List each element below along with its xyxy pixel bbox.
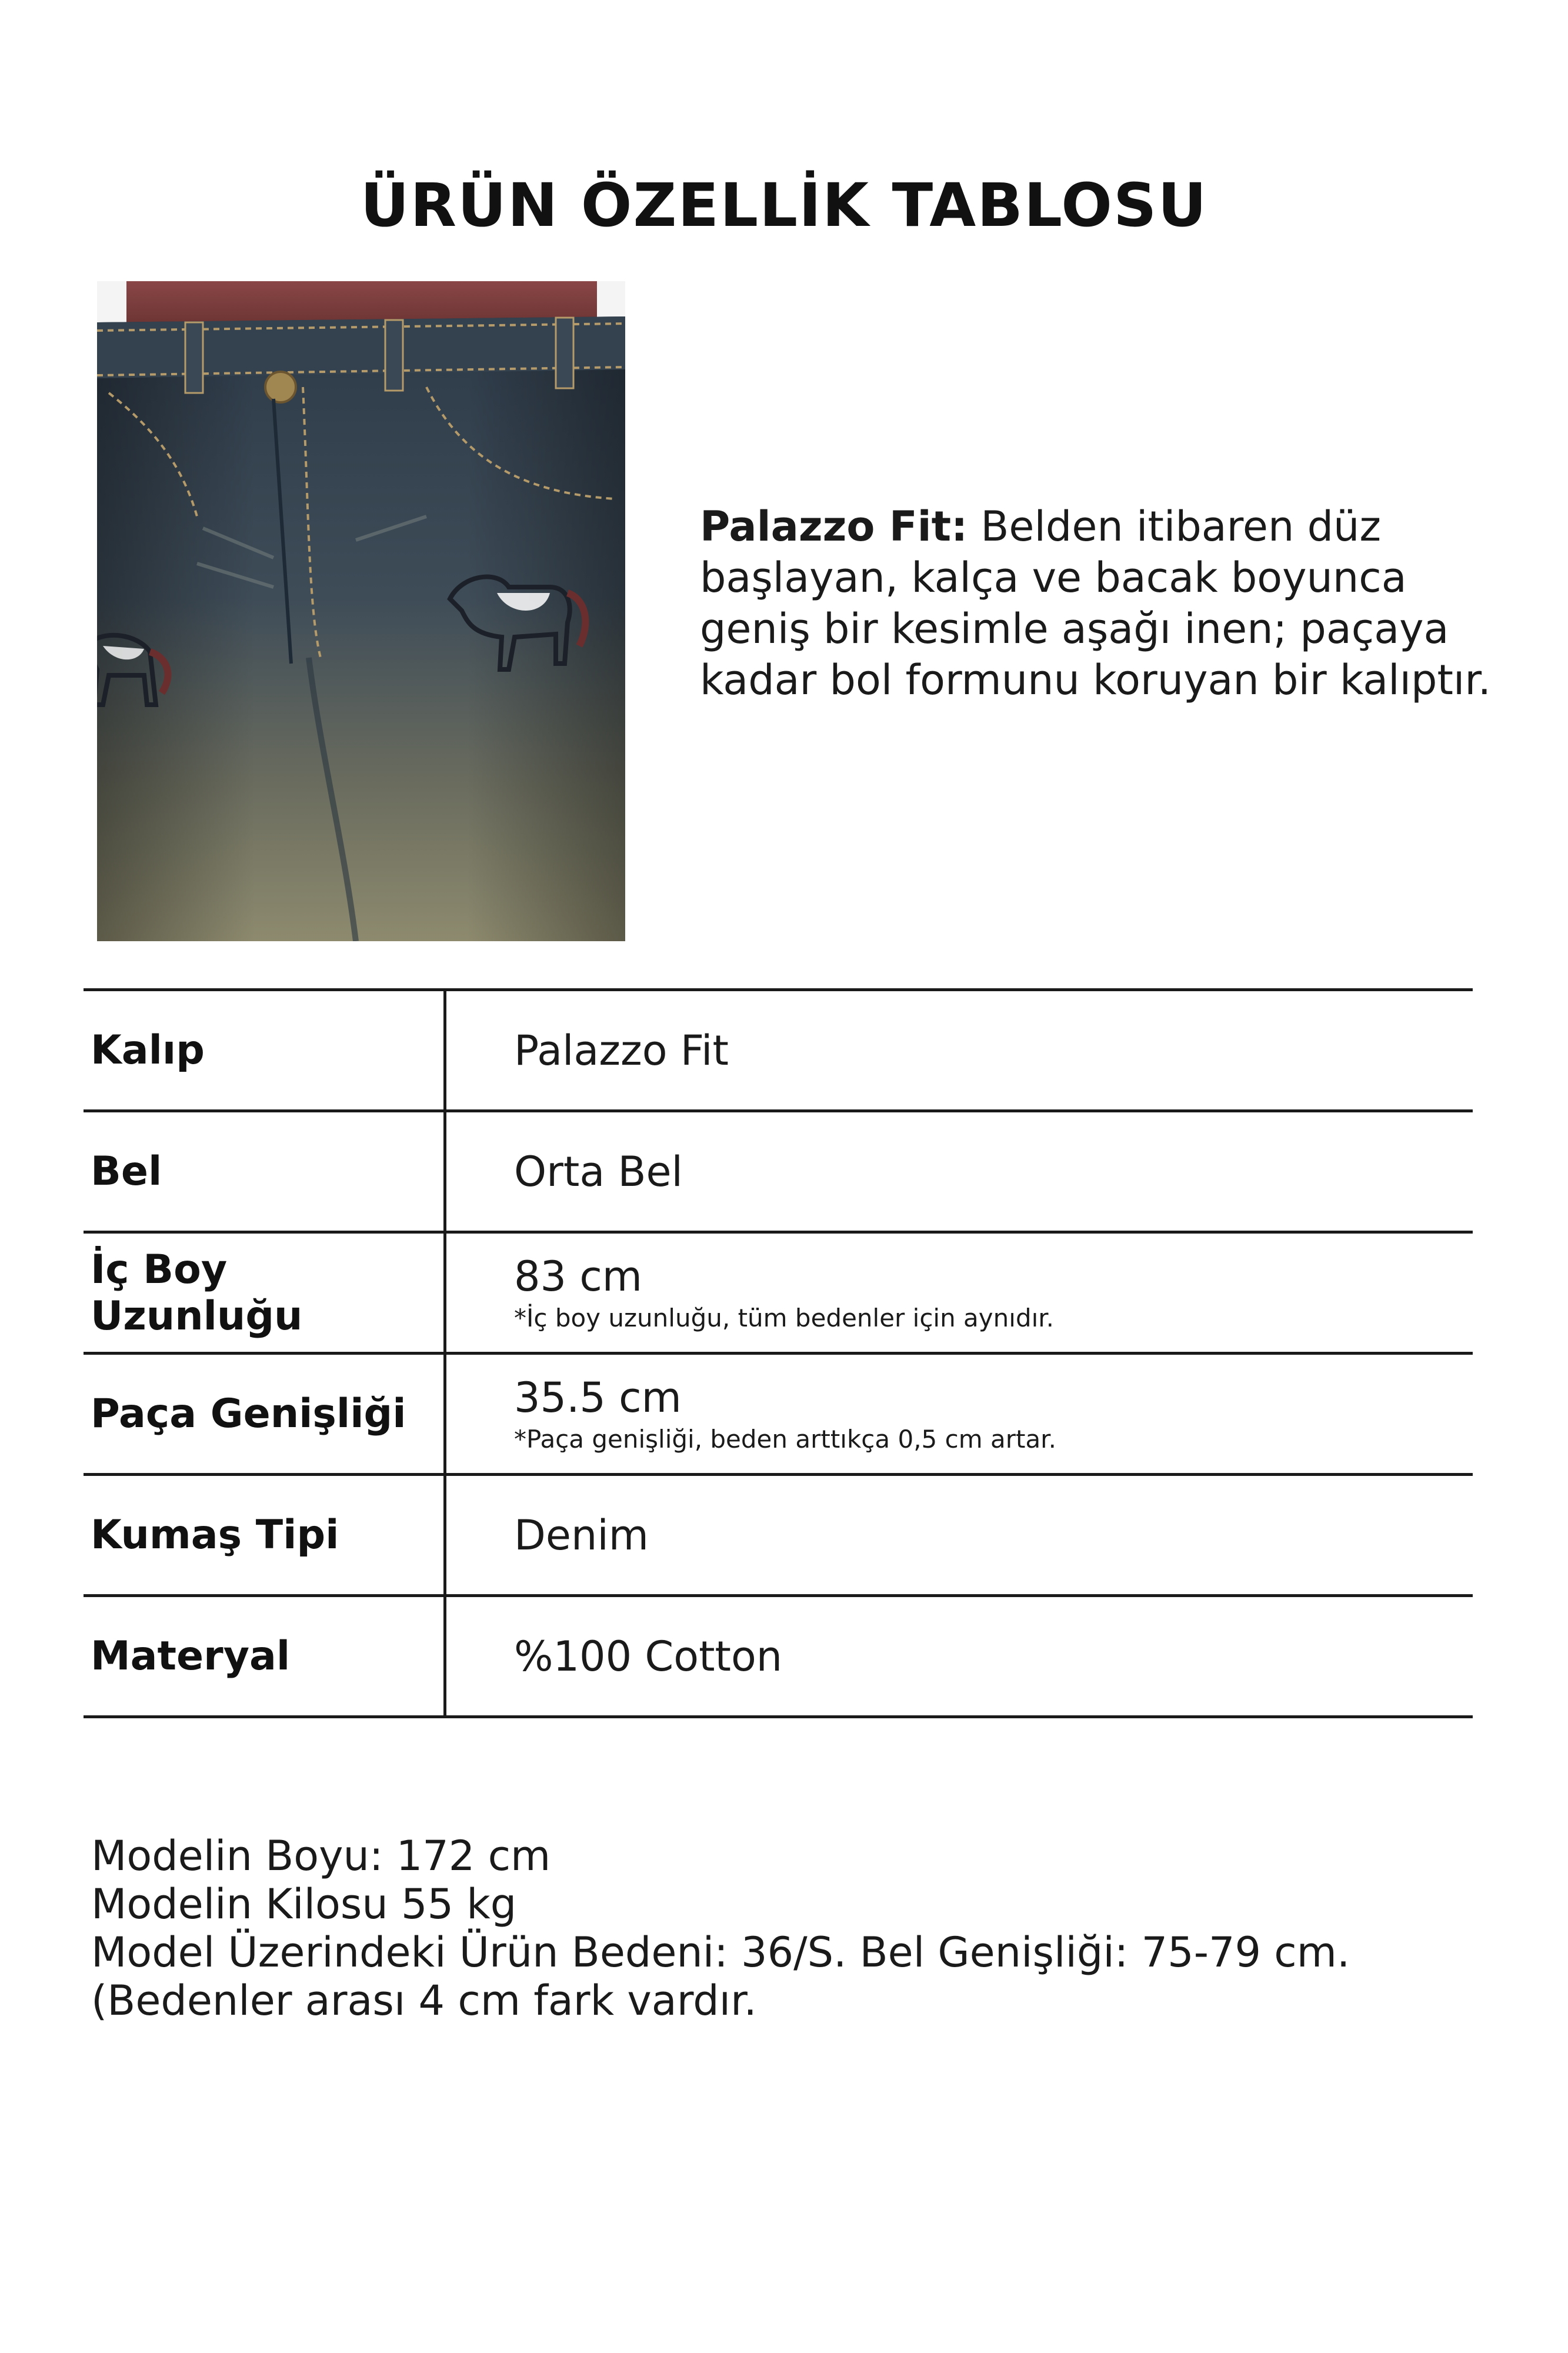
table-row: [84, 1232, 1473, 1354]
spec-value: 35.5 cm: [514, 1373, 682, 1422]
fit-description-label: Palazzo Fit:: [700, 502, 968, 551]
spec-value-cell: [445, 1111, 1473, 1232]
fit-description: [700, 501, 1517, 706]
table-row: [84, 1111, 1473, 1232]
model-info: [91, 1832, 1491, 2025]
spec-value: Orta Bel: [514, 1147, 683, 1196]
fit-description-text: Belden itibaren düz başlayan, kalça ve bacak boyunca geniş bir kesimle aşağı inen; paçaya kadar bol formunu koruyan bir kalıptır.: [700, 502, 1491, 704]
spec-label: Paça Genişliği: [84, 1354, 445, 1475]
model-weight: Modelin Kilosu 55 kg: [91, 1880, 517, 1928]
spec-label: Kumaş Tipi: [84, 1475, 445, 1596]
spec-value: Palazzo Fit: [514, 1026, 729, 1075]
spec-label: İç Boy Uzunluğu: [84, 1232, 445, 1354]
spec-value-cell: [445, 1354, 1473, 1475]
table-row: [84, 1475, 1473, 1596]
table-row: [84, 990, 1473, 1111]
product-photo: [97, 281, 625, 941]
spec-value-cell: [445, 990, 1473, 1111]
table-row: [84, 1354, 1473, 1475]
spec-value-cell: [445, 1475, 1473, 1596]
jeans-image: [97, 281, 625, 941]
spec-table: [84, 988, 1473, 1718]
spec-note: *İç boy uzunluğu, tüm bedenler için aynıdır.: [514, 1303, 1055, 1332]
model-height: Modelin Boyu: 172 cm: [91, 1832, 551, 1880]
spec-label: Materyal: [84, 1596, 445, 1717]
spec-value: Denim: [514, 1511, 649, 1559]
spec-value-cell: [445, 1596, 1473, 1717]
spec-value-cell: [445, 1232, 1473, 1354]
page-title: ÜRÜN ÖZELLİK TABLOSU: [360, 171, 1208, 241]
spec-value: 83 cm: [514, 1252, 642, 1301]
spec-note: *Paça genişliği, beden arttıkça 0,5 cm artar.: [514, 1424, 1056, 1454]
model-size: Model Üzerindeki Ürün Bedeni: 36/S. Bel Genişliği: 75-79 cm. (Bedenler arası 4 cm fark vardır.: [91, 1928, 1350, 2025]
table-row: [84, 1596, 1473, 1717]
spec-label: Bel: [84, 1111, 445, 1232]
spec-label: Kalıp: [84, 990, 445, 1111]
spec-value: %100 Cotton: [514, 1632, 783, 1681]
